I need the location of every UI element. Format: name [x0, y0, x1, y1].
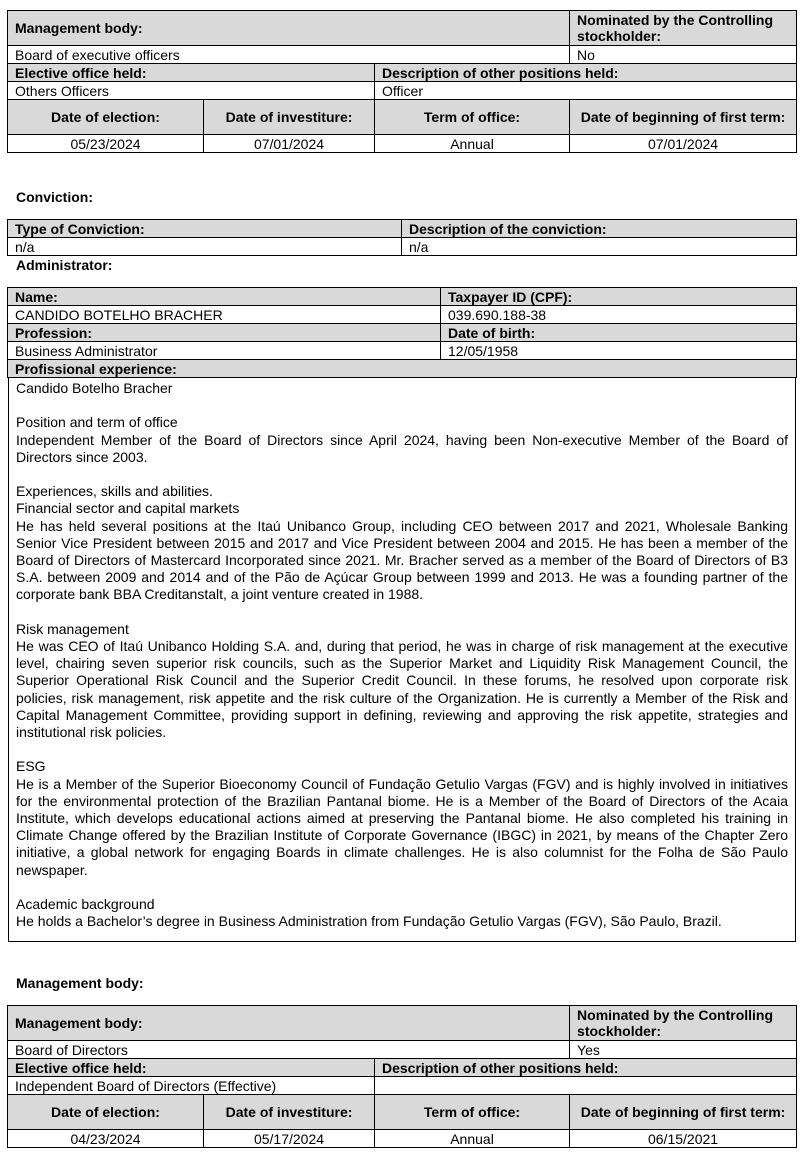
- management-body-table-1: [7, 10, 797, 153]
- financial-heading: Financial sector and capital markets: [16, 500, 240, 517]
- first-term-value: 07/01/2024: [570, 135, 797, 153]
- experience-name: Candido Botelho Bracher: [16, 380, 173, 396]
- academic-text: He holds a Bachelor’s degree in Business Administration from Fundação Getulio Vargas (FGV), São Paulo, Brazil.: [16, 913, 722, 930]
- position-text: Independent Member of the Board of Directors since April 2024, having been Non-executive Member of the Board of Directors since 2003.: [16, 431, 788, 465]
- date-investiture-label: Date of investiture:: [204, 100, 375, 135]
- management-body-label: Management body:: [8, 11, 570, 46]
- nominated-value: No: [570, 46, 797, 64]
- conviction-description-value: n/a: [402, 238, 797, 256]
- profession-label: Profession:: [8, 324, 441, 342]
- conviction-type-label: Type of Conviction:: [8, 220, 402, 238]
- esg-heading: ESG: [16, 758, 46, 775]
- date-election-value: 05/23/2024: [8, 135, 204, 153]
- name-label: Name:: [8, 288, 441, 306]
- position-heading: Position and term of office: [16, 414, 178, 431]
- elective-office-label: Elective office held:: [8, 64, 375, 82]
- date-election-value: 04/23/2024: [8, 1130, 204, 1148]
- date-investiture-label: Date of investiture:: [204, 1095, 375, 1130]
- management-body-table-2: [7, 1005, 797, 1148]
- risk-text: He was CEO of Itaú Unibanco Holding S.A. and, during that period, he was in charge of risk management at the executive level, chairing seven superior risk councils, such as the Superior Market and Liquidity Risk Management Council, the Superior Operational Risk Council and the Superior Credit Council. In these forums, he resolved upon corporate risk policies, risk management, risk appetite and the risk culture of the Organization. He is currently a Member of the Risk and Capital Management Committee, providing support in defining, reviewing and approving the risk appetite, strategies and institutional risk policies.: [16, 638, 788, 741]
- nominated-label: Nominated by the Controlling stockholder:: [570, 11, 797, 46]
- management-body-section-title: Management body:: [16, 975, 144, 991]
- other-positions-label: Description of other positions held:: [375, 64, 797, 82]
- other-positions-value: Officer: [375, 82, 797, 100]
- name-value: CANDIDO BOTELHO BRACHER: [8, 306, 441, 324]
- conviction-type-value: n/a: [8, 238, 402, 256]
- term-value: Annual: [375, 135, 570, 153]
- date-election-label: Date of election:: [8, 1095, 204, 1130]
- conviction-description-label: Description of the conviction:: [402, 220, 797, 238]
- term-label: Term of office:: [375, 100, 570, 135]
- date-investiture-value: 07/01/2024: [204, 135, 375, 153]
- first-term-label: Date of beginning of first term:: [570, 100, 797, 135]
- conviction-section-title: Conviction:: [16, 189, 93, 205]
- dob-label: Date of birth:: [441, 324, 797, 342]
- elective-office-value: Others Officers: [8, 82, 375, 100]
- date-election-label: Date of election:: [8, 100, 204, 135]
- cpf-value: 039.690.188-38: [441, 306, 797, 324]
- management-body-value: Board of Directors: [8, 1041, 570, 1059]
- management-body-value: Board of executive officers: [8, 46, 570, 64]
- profession-value: Business Administrator: [8, 342, 441, 360]
- management-body-label: Management body:: [8, 1006, 570, 1041]
- professional-experience-text: [8, 378, 796, 942]
- term-value: Annual: [375, 1130, 570, 1148]
- conviction-table: [7, 219, 797, 256]
- first-term-label: Date of beginning of first term:: [570, 1095, 797, 1130]
- elective-office-label: Elective office held:: [8, 1059, 375, 1077]
- administrator-table: [7, 287, 797, 378]
- term-label: Term of office:: [375, 1095, 570, 1130]
- risk-heading: Risk management: [16, 620, 129, 637]
- first-term-value: 06/15/2021: [570, 1130, 797, 1148]
- academic-heading: Academic background: [16, 896, 155, 913]
- experience-label: Profissional experience:: [8, 360, 797, 378]
- elective-office-value: Independent Board of Directors (Effective): [8, 1077, 375, 1095]
- cpf-label: Taxpayer ID (CPF):: [441, 288, 797, 306]
- nominated-label: Nominated by the Controlling stockholder:: [570, 1006, 797, 1041]
- esg-text: He is a Member of the Superior Bioeconomy Council of Fundação Getulio Vargas (FGV) and is highly involved in initiatives for the environmental protection of the Brazilian Pantanal biome. He is a Member of the Board of Directors of the Acaia Institute, which develops educational actions aimed at preserving the Pantanal biome. He also completed his training in Climate Change offered by the Brazilian Institute of Corporate Governance (IBGC) in 2021, by means of the Chapter Zero initiative, a global network for engaging Boards in climate challenges. He is also columnist for the Folha de São Paulo newspaper.: [16, 775, 788, 878]
- dob-value: 12/05/1958: [441, 342, 797, 360]
- administrator-section-title: Administrator:: [16, 257, 113, 273]
- nominated-value: Yes: [570, 1041, 797, 1059]
- date-investiture-value: 05/17/2024: [204, 1130, 375, 1148]
- other-positions-value: [375, 1077, 797, 1095]
- skills-heading: Experiences, skills and abilities.: [16, 483, 213, 500]
- financial-text: He has held several positions at the Itaú Unibanco Group, including CEO between 2017 and 2021, Wholesale Banking Senior Vice President between 2015 and 2017 and Vice President between 2004 and 2015. He has been a member of the Board of Directors of Mastercard Incorporated since 2021. Mr. Bracher served as a member of the Board of Directors of B3 S.A. between 2009 and 2014 and of the Pão de Açúcar Group between 1999 and 2013. He was a founding partner of the corporate bank BBA Creditanstalt, a joint venture created in 1988.: [16, 517, 788, 603]
- other-positions-label: Description of other positions held:: [375, 1059, 797, 1077]
